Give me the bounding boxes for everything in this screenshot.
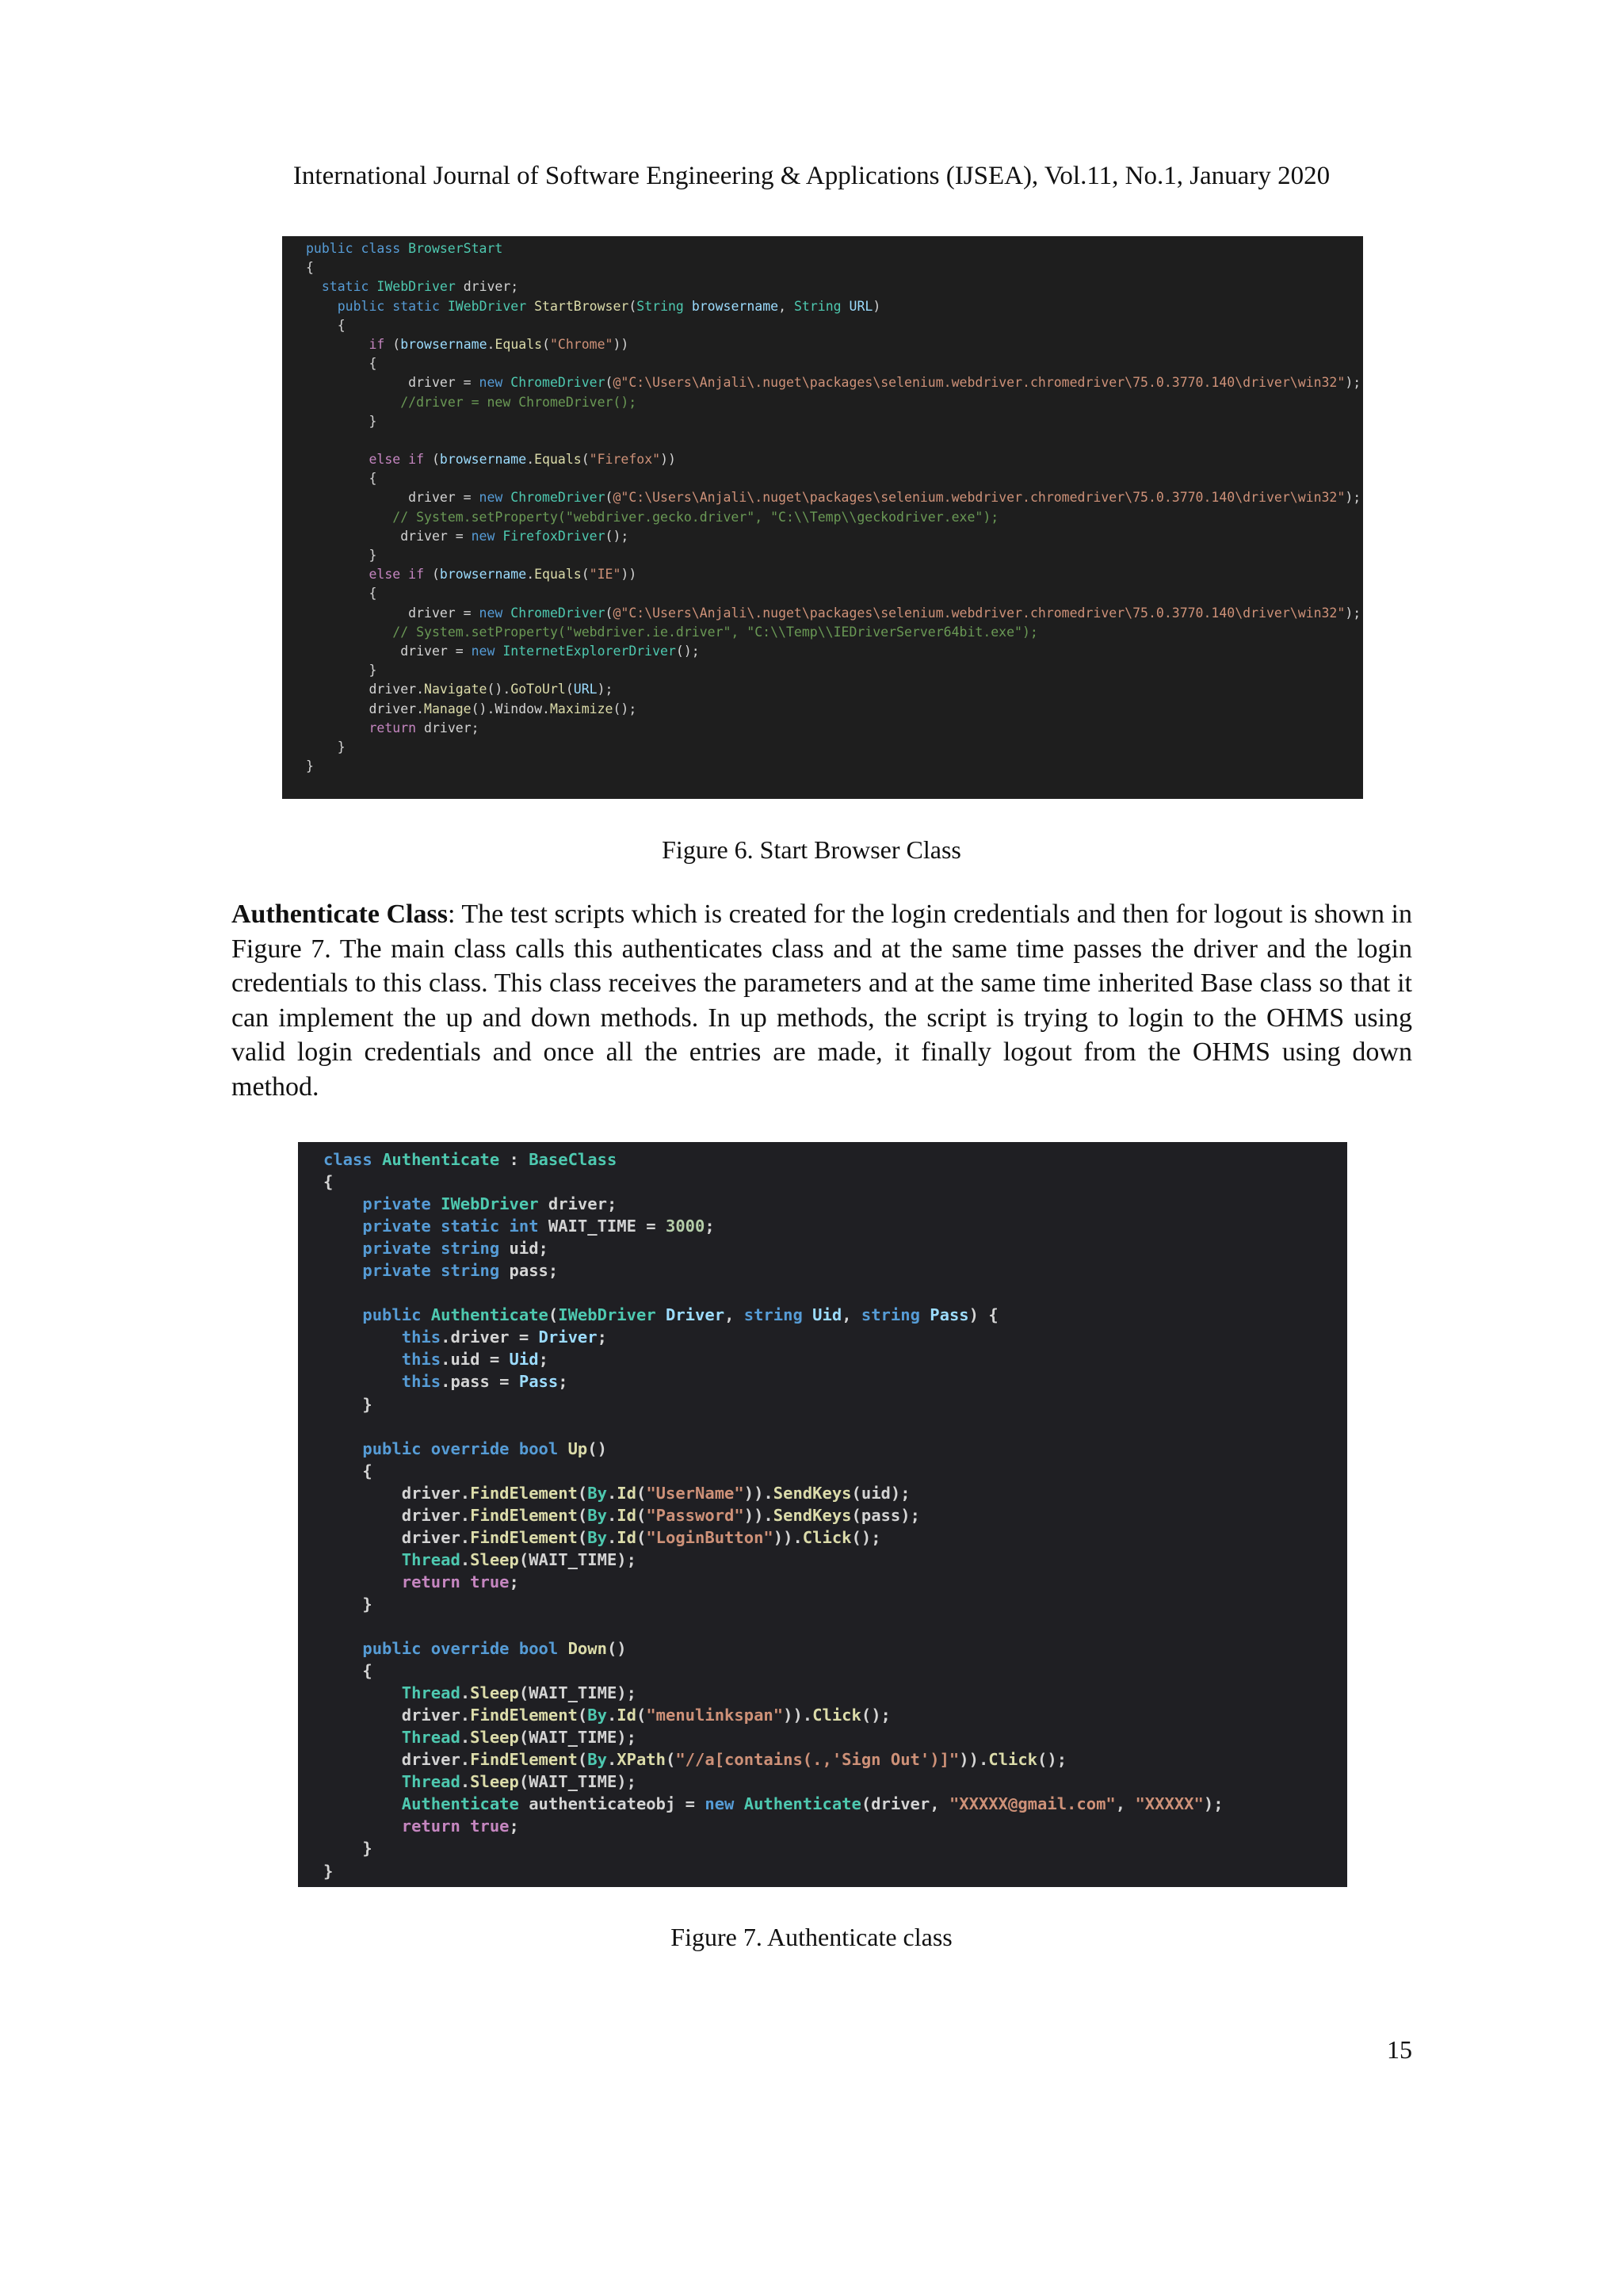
figure-7-code xyxy=(298,1142,1347,1887)
body-paragraph xyxy=(231,897,1412,1104)
code-line xyxy=(323,1415,1347,1438)
code-line xyxy=(323,1282,1347,1304)
code-line: driver = new FirefoxDriver(); xyxy=(306,528,629,544)
code-line: else if (browsername.Equals("IE")) xyxy=(369,567,637,583)
code-line: } xyxy=(323,1394,372,1414)
code-line: Thread.Sleep(WAIT_TIME); xyxy=(401,1549,636,1569)
code-line: driver.FindElement(By.Id("LoginButton")).Click(); xyxy=(323,1527,881,1547)
code-line: public Authenticate(IWebDriver Driver, string Uid, string Pass) { xyxy=(362,1305,999,1325)
code-line xyxy=(323,1615,1347,1637)
code-line: // System.setProperty("webdriver.ie.driver", "C:\\Temp\\IEDriverServer64bit.exe"); xyxy=(392,624,1038,640)
running-header: International Journal of Software Engineering & Applications (IJSEA), Vol.11, No.1, January 2020 xyxy=(292,162,1331,190)
code-line: driver.FindElement(By.Id("Password")).SendKeys(pass); xyxy=(323,1505,920,1525)
code-line: if (browsername.Equals("Chrome")) xyxy=(369,336,629,352)
code-line: } xyxy=(323,1861,334,1881)
code-line: Thread.Sleep(WAIT_TIME); xyxy=(401,1772,636,1792)
code-line: } xyxy=(306,413,377,429)
figure-6-caption: Figure 6. Start Browser Class xyxy=(662,835,961,864)
code-line: } xyxy=(323,1594,372,1614)
code-line: driver = new ChromeDriver(@"C:\Users\Anjali\.nuget\packages\selenium.webdriver.chromedriver\75.0.3770.140\driver\win32"); xyxy=(306,490,1361,506)
code-line: return driver; xyxy=(369,720,479,735)
code-line: { xyxy=(323,1461,372,1480)
code-line: this.uid = Uid; xyxy=(401,1350,548,1370)
code-line: { xyxy=(306,260,314,276)
code-line: this.pass = Pass; xyxy=(401,1372,568,1392)
code-line: private string uid; xyxy=(362,1239,548,1259)
code-line: { xyxy=(306,471,377,487)
code-line: driver.Manage().Window.Maximize(); xyxy=(306,701,637,716)
code-line: driver = new ChromeDriver(@"C:\Users\Anjali\.nuget\packages\selenium.webdriver.chromedriver\75.0.3770.140\driver\win32"); xyxy=(306,375,1361,391)
code-line: { xyxy=(323,1172,334,1192)
code-line: } xyxy=(306,663,377,678)
code-line: this.driver = Driver; xyxy=(401,1328,607,1347)
code-line: private static int WAIT_TIME = 3000; xyxy=(362,1217,715,1236)
code-line: } xyxy=(306,758,314,774)
code-line: return true; xyxy=(401,1572,519,1591)
code-line: private string pass; xyxy=(362,1261,559,1281)
code-line: { xyxy=(306,317,346,333)
code-line: class Authenticate : BaseClass xyxy=(323,1150,617,1169)
code-line: } xyxy=(306,548,377,563)
figure-6-code xyxy=(282,236,1363,799)
code-line: public static IWebDriver StartBrowser(String browsername, String URL) xyxy=(337,298,881,314)
code-line: { xyxy=(306,356,377,372)
code-line: { xyxy=(306,586,377,602)
code-line: } xyxy=(323,1839,372,1859)
code-line: // System.setProperty("webdriver.gecko.driver", "C:\\Temp\\geckodriver.exe"); xyxy=(392,509,999,525)
code-line: static IWebDriver driver; xyxy=(321,279,519,295)
code-line: public override bool Down() xyxy=(362,1639,627,1659)
code-line: Thread.Sleep(WAIT_TIME); xyxy=(401,1683,636,1703)
code-line xyxy=(306,431,1363,450)
paragraph-text: : The test scripts which is created for the login credentials and then for logout is shown in Figure 7. The main class calls this authenticates class and at the same time passes the driver and the login credentials to this class. This class receives the parameters and at the same time inherited Base class so that it can implement the up and down methods. In up methods, the script is trying to login to the OHMS using valid login credentials and once all the entries are made, it finally logout from the OHMS using down method. xyxy=(231,900,1412,1102)
code-line: else if (browsername.Equals("Firefox")) xyxy=(369,452,676,468)
code-line: private IWebDriver driver; xyxy=(362,1194,617,1214)
code-line: } xyxy=(306,739,346,755)
figure-7-caption: Figure 7. Authenticate class xyxy=(670,1923,953,1951)
code-line: //driver = new ChromeDriver(); xyxy=(400,394,637,410)
code-line: driver = new ChromeDriver(@"C:\Users\Anjali\.nuget\packages\selenium.webdriver.chromedriver\75.0.3770.140\driver\win32"); xyxy=(306,605,1361,621)
code-line: driver.FindElement(By.Id("menulinkspan")).Click(); xyxy=(323,1706,891,1725)
code-line: driver.Navigate().GoToUrl(URL); xyxy=(306,682,613,697)
code-line: driver.FindElement(By.XPath("//a[contains(.,'Sign Out')]")).Click(); xyxy=(323,1750,1067,1770)
code-line: public class BrowserStart xyxy=(306,241,503,256)
code-line: { xyxy=(323,1661,372,1681)
code-line: Authenticate authenticateobj = new Authenticate(driver, "XXXXX@gmail.com", "XXXXX"); xyxy=(401,1794,1224,1814)
paragraph-lead: Authenticate Class xyxy=(231,900,448,929)
code-line: driver = new InternetExplorerDriver(); xyxy=(306,643,700,659)
code-line: Thread.Sleep(WAIT_TIME); xyxy=(401,1728,636,1748)
code-line: driver.FindElement(By.Id("UserName")).SendKeys(uid); xyxy=(323,1483,911,1503)
page-number: 15 xyxy=(1387,2035,1412,2064)
code-line: return true; xyxy=(401,1817,519,1836)
code-line: public override bool Up() xyxy=(362,1438,607,1458)
